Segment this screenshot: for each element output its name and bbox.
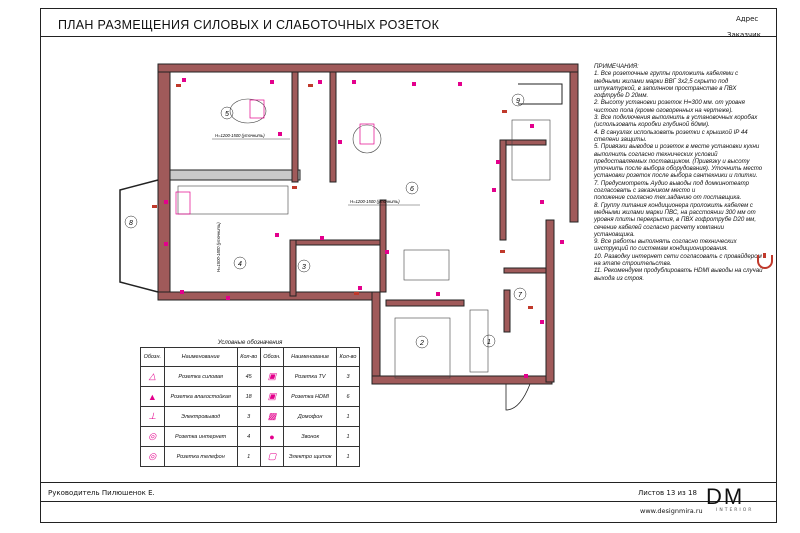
entrance-door xyxy=(506,384,530,410)
legend-qty: 45 xyxy=(237,367,260,387)
wall-south-mid xyxy=(372,292,380,382)
internet-socket-icon: ◎ xyxy=(141,427,165,447)
company-logo-subtitle: INTERIOR xyxy=(716,508,754,513)
legend-header: Кол-во xyxy=(336,348,359,367)
room-5: 5 xyxy=(225,111,229,118)
power-socket-icon: △ xyxy=(141,367,165,387)
legend-header: Наименование xyxy=(284,348,337,367)
legend-header: Наименование xyxy=(164,348,237,367)
shower xyxy=(470,310,488,372)
electrical-outlet-icon: ⊥ xyxy=(141,407,165,427)
wall-south-west xyxy=(158,292,378,300)
legend-name: Электровывод xyxy=(164,407,237,427)
wall-interior-10 xyxy=(504,290,510,332)
wall-interior-1 xyxy=(170,170,300,180)
legend-name: Электро щиток xyxy=(284,447,337,467)
kitchen-unit xyxy=(512,120,550,180)
wall-east-lower xyxy=(546,220,554,382)
wall-west xyxy=(158,64,170,300)
hdmi-socket-icon: ▣ xyxy=(260,387,284,407)
legend-name: Домофон xyxy=(284,407,337,427)
legend-name: Звонок xyxy=(284,427,337,447)
room-8: 8 xyxy=(129,220,133,227)
note-item: 11. Рекомендуем продублировать HDMI выводы на случай выхода из строя. xyxy=(594,267,763,282)
company-logo: DM xyxy=(706,484,745,509)
note-item: 5. Привязки выводов и розеток в месте установки кухни выполнить согласно технических условий предоставляемых поставщиком. (Привязку и высоту уточнить после выбора оборудования). Уточнить место установки розеток после выбора сантехники и плитки. xyxy=(594,143,763,180)
waterproof-socket-icon: ▲ xyxy=(141,387,165,407)
note-item: 4. В санузлах использовать розетки с крышкой IP 44 степени защиты. xyxy=(594,128,748,143)
outlet-marks xyxy=(152,84,533,309)
legend-qty: 3 xyxy=(336,367,359,387)
note-item: 1. Все розеточные группы проложить кабелями с медными жилами марки ВВГ 3х2,5 скрыто под штукатуркой, в заполнном пространстве в ПВХ гофтрубе D 20мм. xyxy=(594,70,739,100)
note-item: 10. Разводку интернет сети согласовать с провайдером на этапе строительства. xyxy=(594,252,762,268)
note-item: 7. Предусмотреть Аудио выводы под домкинотеатр согласовать с заказчиком место и xyxy=(594,179,750,195)
room-labels xyxy=(125,94,526,348)
legend-qty: 1 xyxy=(336,407,359,427)
website-link[interactable]: www.designmira.ru xyxy=(640,507,703,515)
legend-qty: 6 xyxy=(336,387,359,407)
customer-label: Заказчик xyxy=(727,31,761,39)
wall-east xyxy=(570,72,578,222)
legend-qty: 1 xyxy=(336,447,359,467)
tv-socket-icon: ▣ xyxy=(260,367,284,387)
wardrobe xyxy=(178,186,288,214)
wall-interior-3 xyxy=(330,72,336,182)
legend-title: Условные обозначения xyxy=(141,338,360,348)
page-title: ПЛАН РАЗМЕЩЕНИЯ СИЛОВЫХ И СЛАБОТОЧНЫХ РОЗЕТОК xyxy=(58,18,440,32)
ac-box xyxy=(518,84,562,104)
legend-table xyxy=(140,338,360,467)
legend-qty: 4 xyxy=(237,427,260,447)
sheet-number: Листов 13 из 18 xyxy=(638,489,697,497)
legend-name: Розетка влагостойкая xyxy=(164,387,237,407)
project-leader: Руководитель Пилюшенок Е. xyxy=(48,489,155,497)
room-7: 7 xyxy=(518,292,522,299)
footer-divider-2 xyxy=(40,501,777,502)
room-9: 9 xyxy=(516,98,520,105)
note-item: 9. Все работы выполнять согласно технических инструкций по системам кондиционирования. xyxy=(594,238,737,253)
room-4: 4 xyxy=(238,261,242,268)
legend-name: Розетка силовая xyxy=(164,367,237,387)
note-item: 3. Все подключения выполнить в установочных коробах (использовать коробки глубиной 60мм). xyxy=(594,114,758,129)
armchair-1 xyxy=(230,99,266,123)
notes-block xyxy=(594,63,766,282)
balcony-outline xyxy=(120,180,158,292)
wall-interior-7 xyxy=(500,140,506,240)
wall-interior-5 xyxy=(296,240,386,245)
notes-heading: ПРИМЕЧАНИЯ: xyxy=(594,63,639,70)
address-label: Адрес xyxy=(736,15,759,23)
wall-interior-2 xyxy=(292,72,298,182)
legend-name: Розетка интернет xyxy=(164,427,237,447)
wall-interior-4 xyxy=(290,240,296,296)
electrical-panel-icon: ▢ xyxy=(260,447,284,467)
room-1: 1 xyxy=(487,339,491,346)
room-2: 2 xyxy=(420,340,424,347)
height-label-2: Н=1200-1500 (уточнить) xyxy=(350,199,400,204)
wall-interior-6 xyxy=(380,200,386,292)
room-6: 6 xyxy=(410,186,414,193)
sink-unit xyxy=(404,250,449,280)
doorbell-icon: ● xyxy=(260,427,284,447)
phone-socket-icon: ◎ xyxy=(141,447,165,467)
wall-north xyxy=(158,64,578,72)
legend-header: Обозн. xyxy=(141,348,165,367)
height-label-1: Н=1200-1500 (уточнить) xyxy=(215,133,265,138)
legend-qty: 18 xyxy=(237,387,260,407)
note-item: положение согласно тех.заданию от поставщика. xyxy=(594,194,742,202)
media-clusters xyxy=(176,100,374,214)
room-3: 3 xyxy=(302,264,306,271)
legend-header: Кол-во xyxy=(237,348,260,367)
legend-name: Розетка HDMI xyxy=(284,387,337,407)
legend-qty: 1 xyxy=(237,447,260,467)
wall-interior-9 xyxy=(504,268,546,273)
legend-qty: 1 xyxy=(336,427,359,447)
height-label-3: Н=1500-1800 (уточнить) xyxy=(216,222,221,272)
legend-header: Обозн. xyxy=(260,348,284,367)
note-item: 8. Группу питания кондиционера проложить кабелем с медными жилами марки ПВС, на расстоянии 300 мм от уровня плиты перекрытия, в ПВХ гофротрубе D20 мм, сечение кабелей согласно расчету компании установщика. xyxy=(594,201,757,238)
note-item: 2. Высоту установки розеток Н=300 мм. от уровня чистого пола (кроме оговоренных на чертеже). xyxy=(594,99,745,114)
footer-divider-1 xyxy=(40,482,777,483)
wall-interior-11 xyxy=(386,300,464,306)
legend-name: Розетка TV xyxy=(284,367,337,387)
legend-name: Розетка телефон xyxy=(164,447,237,467)
legend-qty: 3 xyxy=(237,407,260,427)
intercom-icon: ▩ xyxy=(260,407,284,427)
armchair-2 xyxy=(353,125,381,153)
